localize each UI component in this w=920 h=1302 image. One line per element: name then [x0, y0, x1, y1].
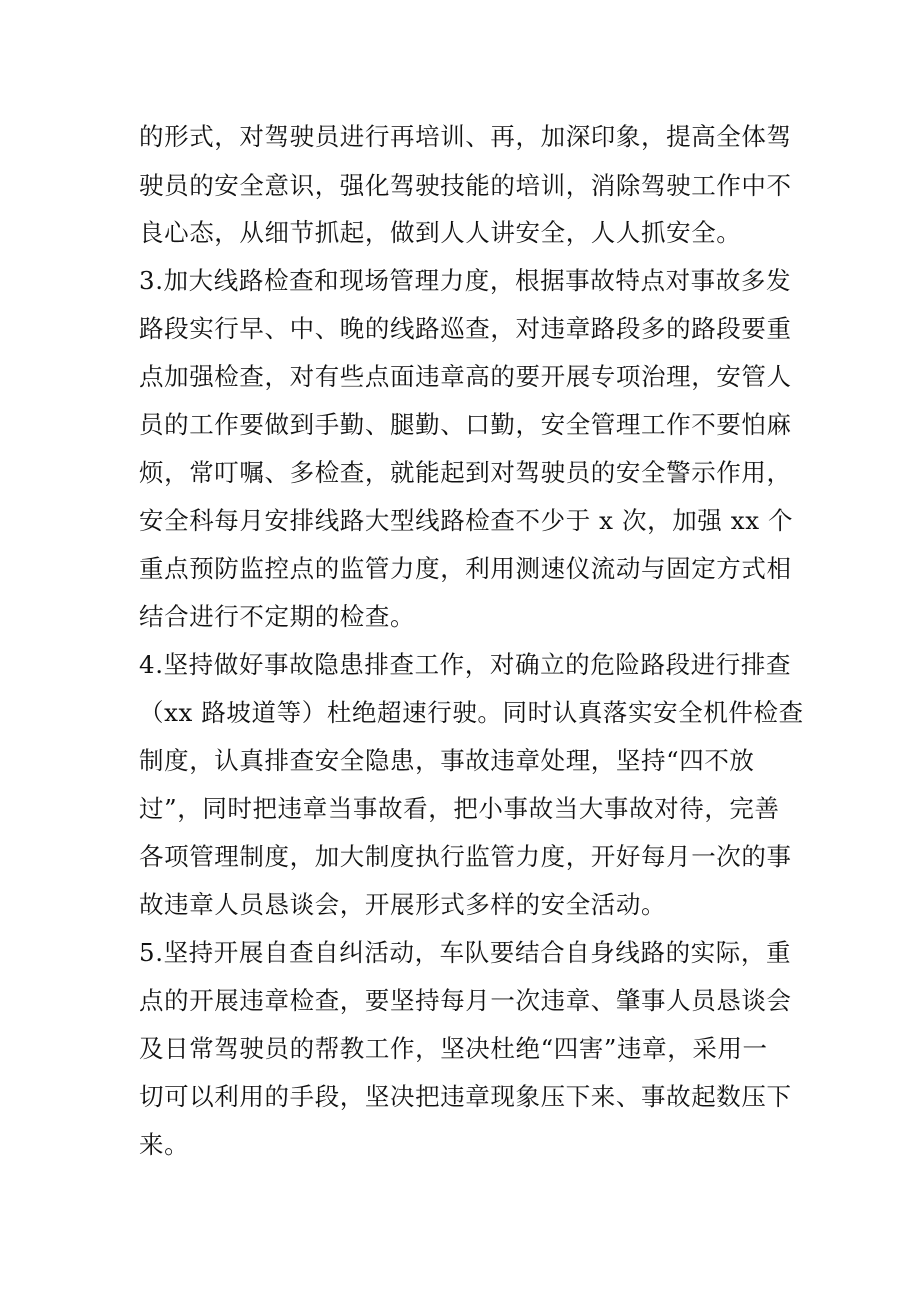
text-line-7: 员的工作要做到手勤、腿勤、口勤，安全管理工作不要怕麻 [139, 410, 792, 439]
text-line-13: （xx 路坡道等）杜绝超速行驶。同时认真落实安全机件检查 [139, 698, 804, 727]
text-line-11: 结合进行不定期的检查。 [139, 602, 416, 631]
text-line-4: 3.加大线路检查和现场管理力度，根据事故特点对事故多发 [139, 266, 792, 295]
text-line-15: 过”，同时把违章当事故看，把小事故当大事故对待，完善 [139, 794, 780, 823]
text-line-17: 故违章人员恳谈会，开展形式多样的安全活动。 [139, 890, 667, 919]
text-line-22: 来。 [139, 1130, 190, 1159]
text-line-3: 良心态，从细节抓起，做到人人讲安全，人人抓安全。 [139, 218, 742, 247]
text-line-21: 切可以利用的手段，坚决把违章现象压下来、事故起数压下 [139, 1082, 792, 1111]
text-line-9: 安全科每月安排线路大型线路检查不少于 x 次，加强 xx 个 [139, 506, 794, 535]
text-line-20: 及日常驾驶员的帮教工作，坚决杜绝“四害”违章，采用一 [139, 1034, 768, 1063]
text-line-10: 重点预防监控点的监管力度，利用测速仪流动与固定方式相 [139, 554, 792, 583]
text-line-8: 烦，常叮嘱、多检查，就能起到对驾驶员的安全警示作用， [139, 458, 792, 487]
text-line-18: 5.坚持开展自查自纠活动，车队要结合自身线路的实际，重 [139, 938, 792, 967]
text-line-6: 点加强检查，对有些点面违章高的要开展专项治理，安管人 [139, 362, 792, 391]
text-line-14: 制度，认真排查安全隐患，事故违章处理，坚持“四不放 [139, 746, 755, 775]
text-line-19: 点的开展违章检查，要坚持每月一次违章、肇事人员恳谈会 [139, 986, 792, 1015]
text-line-2: 驶员的安全意识，强化驾驶技能的培训，消除驾驶工作中不 [139, 171, 792, 200]
text-line-5: 路段实行早、中、晚的线路巡查，对违章路段多的路段要重 [139, 314, 792, 343]
text-line-1: 的形式，对驾驶员进行再培训、再，加深印象，提高全体驾 [139, 122, 792, 151]
text-line-16: 各项管理制度，加大制度执行监管力度，开好每月一次的事 [139, 842, 792, 871]
text-line-12: 4.坚持做好事故隐患排查工作，对确立的危险路段进行排查 [139, 650, 792, 679]
